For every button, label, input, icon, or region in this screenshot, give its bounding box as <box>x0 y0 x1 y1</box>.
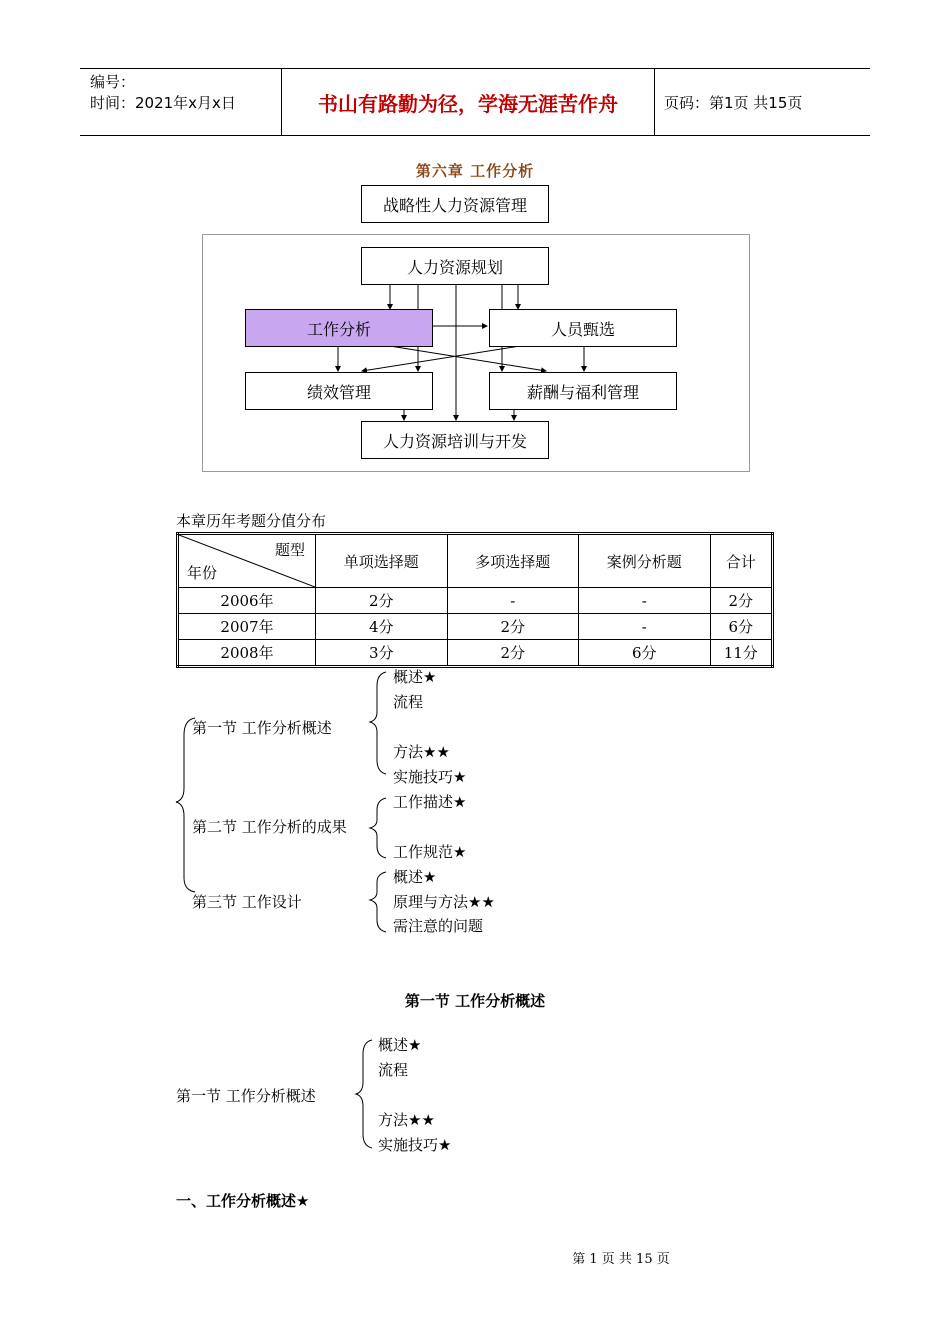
table-cell: 2分 <box>447 614 579 640</box>
table-cell: 2分 <box>447 640 579 667</box>
outline-sec1-item: 流程 <box>393 693 424 711</box>
table-row <box>178 614 773 640</box>
outline-sec2-item: 工作规范★ <box>393 843 467 861</box>
box-training: 人力资源培训与开发 <box>361 421 549 459</box>
outline-sec1: 第一节 工作分析概述 <box>192 719 332 737</box>
outline-sec1-item: 方法★★ <box>393 743 450 761</box>
table-cell: 3分 <box>316 640 448 667</box>
year-cell: 2007年 <box>178 614 316 640</box>
outline-sec1-item: 实施技巧★ <box>393 768 467 786</box>
outline-sec2: 第二节 工作分析的成果 <box>192 818 347 836</box>
box-job-analysis: 工作分析 <box>245 309 433 347</box>
brace-sec2 <box>370 798 386 858</box>
box-hr-planning: 人力资源规划 <box>361 247 549 285</box>
header-cell: 案例分析题 <box>579 534 711 588</box>
diagram-arrows <box>0 0 950 480</box>
brace-chapter <box>176 718 195 892</box>
box-recruitment: 人员甄选 <box>489 309 677 347</box>
table-cell: 11分 <box>710 640 772 667</box>
outline-sec3: 第三节 工作设计 <box>192 893 302 911</box>
brace-sec1 <box>370 672 386 774</box>
year-cell: 2006年 <box>178 588 316 614</box>
outline-sec3-item: 概述★ <box>393 868 437 886</box>
year-cell: 2008年 <box>178 640 316 667</box>
time-label: 时间：2021年x月x日 <box>90 94 236 112</box>
table-caption: 本章历年考题分值分布 <box>176 512 327 530</box>
outline-sec2-item: 工作描述★ <box>393 793 467 811</box>
outline2-item: 流程 <box>378 1061 409 1079</box>
corner-top-label: 题型 <box>274 541 305 559</box>
section-title: 第一节 工作分析概述 <box>404 992 546 1010</box>
table-cell: 6分 <box>710 614 772 640</box>
header-motto: 书山有路勤为径，学海无涯苦作舟 <box>318 92 618 116</box>
brace-sec3 <box>370 872 386 932</box>
table-cell: - <box>447 588 579 614</box>
arrow-job-to-comp <box>390 346 546 371</box>
table-cell: 6分 <box>579 640 711 667</box>
outline2-item: 方法★★ <box>378 1111 435 1129</box>
outline-sec1-item: 概述★ <box>393 668 437 686</box>
outline2-sec: 第一节 工作分析概述 <box>176 1087 316 1105</box>
chapter-title: 第六章 工作分析 <box>415 162 535 180</box>
arrow-recruit-to-perf <box>362 346 520 371</box>
score-table <box>176 532 774 668</box>
corner-bottom-label: 年份 <box>187 564 218 582</box>
table-cell: - <box>579 614 711 640</box>
header-cell: 合计 <box>710 534 772 588</box>
header-cell: 多项选择题 <box>447 534 579 588</box>
box-performance: 绩效管理 <box>245 372 433 410</box>
table-cell: - <box>579 588 711 614</box>
table-header-row <box>178 534 773 588</box>
header-page-label: 页码：第1页 共15页 <box>664 94 803 112</box>
heading-overview: 一、工作分析概述★ <box>176 1192 310 1210</box>
outline2-item: 概述★ <box>378 1036 422 1054</box>
header-cell: 单项选择题 <box>316 534 448 588</box>
outline-sec3-item: 原理与方法★★ <box>393 893 495 911</box>
table-row <box>178 588 773 614</box>
box-strategic-hrm: 战略性人力资源管理 <box>361 185 549 223</box>
page-footer: 第 1 页 共 15 页 <box>572 1252 670 1267</box>
table-cell: 2分 <box>316 588 448 614</box>
corner-cell <box>178 534 316 588</box>
number-label: 编号： <box>90 73 136 91</box>
outline2-item: 实施技巧★ <box>378 1136 452 1154</box>
table-cell: 4分 <box>316 614 448 640</box>
box-compensation: 薪酬与福利管理 <box>489 372 677 410</box>
table-cell: 2分 <box>710 588 772 614</box>
outline2-brace <box>0 1030 950 1160</box>
outline-sec3-item: 需注意的问题 <box>393 917 484 935</box>
